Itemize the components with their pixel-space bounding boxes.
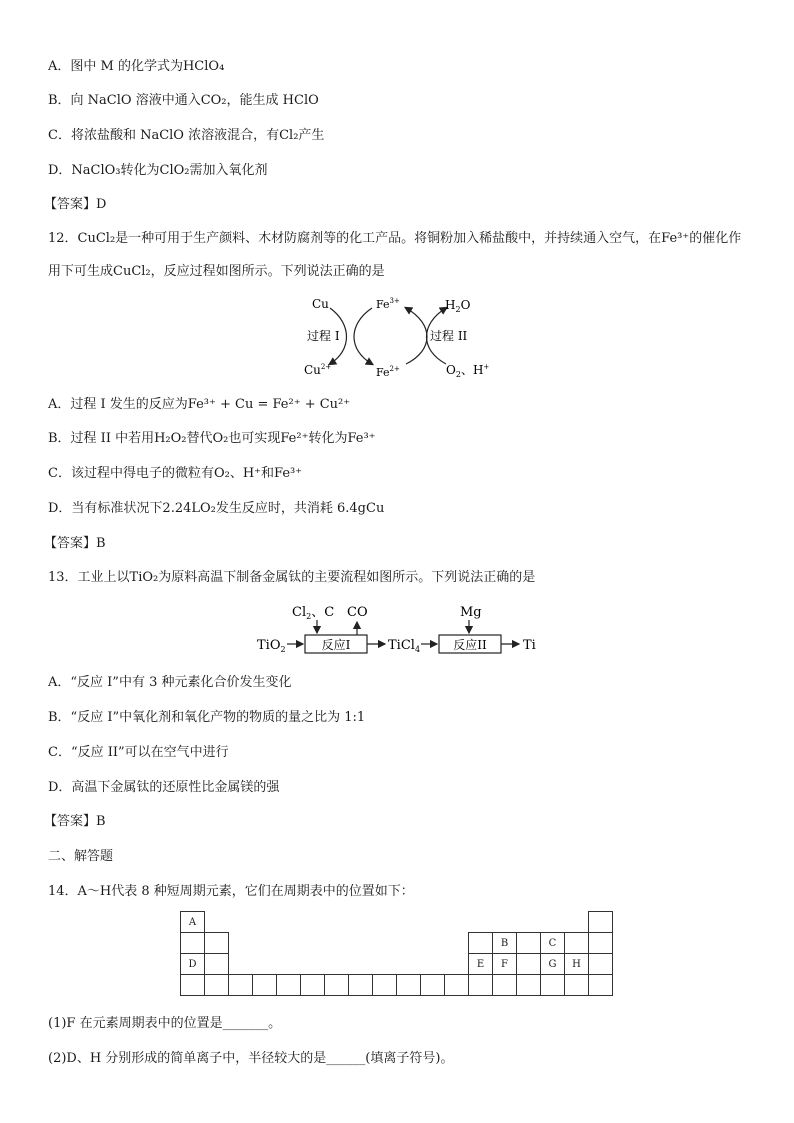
q14-sub-question-2: (2)D、H 分别形成的简单离子中，半径较大的是______(填离子符号)。 bbox=[48, 1051, 454, 1066]
cell-a: A bbox=[181, 912, 205, 933]
q14-sub-question-1: (1)F 在元素周期表中的位置是_______。 bbox=[48, 1016, 282, 1031]
cell-empty bbox=[397, 975, 421, 996]
cell-gap bbox=[541, 912, 565, 933]
section-2-heading: 二、解答题 bbox=[48, 849, 114, 864]
q13-label-cl-sub: 2 bbox=[306, 612, 312, 621]
q14-stem: 14．A～H代表 8 种短周期元素，它们在周期表中的位置如下： bbox=[48, 884, 414, 899]
cell-empty bbox=[205, 954, 229, 975]
q13-label-ticl4: TiCl bbox=[388, 638, 415, 653]
cell-empty bbox=[541, 975, 565, 996]
cell-gap bbox=[349, 954, 373, 975]
q13-reactor-2-label: 反应II bbox=[453, 638, 487, 652]
cell-empty bbox=[589, 933, 613, 954]
cell-gap bbox=[301, 933, 325, 954]
cell-empty bbox=[565, 933, 589, 954]
q12-label-h2o-2: 2 bbox=[455, 305, 461, 314]
cell-gap bbox=[349, 912, 373, 933]
q13-label-ti: Ti bbox=[523, 638, 536, 653]
cell-gap bbox=[325, 933, 349, 954]
cell-gap bbox=[277, 912, 301, 933]
q12-option-b: B．过程 II 中若用H₂O₂替代O₂也可实现Fe²⁺转化为Fe³⁺ bbox=[48, 431, 376, 446]
q12-label-o2-sep: 、H bbox=[460, 363, 484, 377]
q13-reactor-1-label: 反应I bbox=[321, 638, 351, 652]
svg-text:Fe2+ bbox=[376, 365, 400, 379]
cell-empty bbox=[445, 975, 469, 996]
q13-label-cl-rest: 、C bbox=[311, 605, 335, 620]
q13-option-a: A．“反应 I”中有 3 种元素化合价发生变化 bbox=[48, 675, 292, 690]
cell-empty bbox=[229, 975, 253, 996]
cell-empty bbox=[349, 975, 373, 996]
cell-gap bbox=[301, 912, 325, 933]
q12-option-a: A．过程 I 发生的反应为Fe³⁺ + Cu = Fe²⁺ + Cu²⁺ bbox=[48, 397, 351, 412]
q13-label-co: CO bbox=[347, 605, 368, 620]
q13-label-cl: Cl bbox=[292, 605, 307, 620]
cell-gap bbox=[229, 912, 253, 933]
cell-gap bbox=[325, 912, 349, 933]
cell-d: D bbox=[181, 954, 205, 975]
cell-gap bbox=[229, 954, 253, 975]
cell-empty bbox=[421, 975, 445, 996]
svg-text:TiCl4 bbox=[388, 638, 420, 654]
cell-gap bbox=[445, 912, 469, 933]
q12-stem: 12．CuCl₂是一种可用于生产颜料、木材防腐剂等的化工产品。将铜粉加入稀盐酸中，并持续通入空气，在Fe³⁺的催化作用下可生成CuCl₂，反应过程如图所示。下列说法正确的是 bbox=[48, 231, 742, 279]
q11-answer: 【答案】D bbox=[44, 197, 107, 212]
cell-empty bbox=[325, 975, 349, 996]
q13-label-tio2-sub: 2 bbox=[280, 645, 286, 654]
cell-gap bbox=[229, 933, 253, 954]
cell-gap bbox=[397, 912, 421, 933]
q12-label-fe3-charge: 3+ bbox=[389, 297, 400, 305]
q13-process-flow-diagram bbox=[255, 598, 545, 658]
periodic-table-row-2 bbox=[181, 933, 613, 954]
cell-gap bbox=[445, 954, 469, 975]
q13-label-ticl4-sub: 4 bbox=[414, 645, 421, 654]
cell-gap bbox=[373, 933, 397, 954]
cell-empty bbox=[565, 975, 589, 996]
q12-label-cu2: Cu bbox=[304, 363, 321, 377]
q12-reaction-cycle-diagram bbox=[290, 292, 510, 384]
cell-c: C bbox=[541, 933, 565, 954]
cell-gap bbox=[253, 954, 277, 975]
cell-empty bbox=[469, 975, 493, 996]
svg-text:H2O bbox=[445, 298, 471, 314]
q12-label-hplus: + bbox=[483, 363, 490, 371]
cell-empty bbox=[253, 975, 277, 996]
cell-empty bbox=[205, 933, 229, 954]
q12-label-process-2: 过程 II bbox=[430, 329, 468, 343]
cell-gap bbox=[397, 933, 421, 954]
cell-gap bbox=[277, 933, 301, 954]
q12-label-process-1: 过程 I bbox=[307, 329, 340, 343]
cell-empty bbox=[205, 975, 229, 996]
cell-gap bbox=[253, 933, 277, 954]
cell-gap bbox=[469, 912, 493, 933]
q12-arrow-fe2-to-fe3 bbox=[406, 308, 427, 364]
q11-option-b: B．向 NaClO 溶液中通入CO₂，能生成 HClO bbox=[48, 93, 319, 108]
q12-option-d: D．当有标准状况下2.24LO₂发生反应时，共消耗 6.4gCu bbox=[48, 501, 385, 516]
q11-option-c: C．将浓盐酸和 NaClO 浓溶液混合，有Cl₂产生 bbox=[48, 128, 325, 143]
q12-label-h2o-h: H bbox=[445, 298, 456, 312]
cell-gap bbox=[373, 912, 397, 933]
cell-gap bbox=[493, 912, 517, 933]
cell-empty bbox=[181, 975, 205, 996]
cell-empty bbox=[517, 975, 541, 996]
cell-empty bbox=[589, 954, 613, 975]
cell-empty bbox=[277, 975, 301, 996]
q13-stem: 13．工业上以TiO₂为原料高温下制备金属钛的主要流程如图所示。下列说法正确的是 bbox=[48, 570, 536, 585]
cell-empty bbox=[373, 975, 397, 996]
cell-gap bbox=[373, 954, 397, 975]
periodic-table-grid bbox=[180, 911, 613, 996]
q12-label-o2-2: 2 bbox=[455, 370, 461, 379]
q12-answer: 【答案】B bbox=[44, 536, 106, 551]
svg-text:Fe3+ bbox=[376, 297, 400, 311]
q12-option-c: C．该过程中得电子的微粒有O₂、H⁺和Fe³⁺ bbox=[48, 466, 303, 481]
q13-option-d: D．高温下金属钛的还原性比金属镁的强 bbox=[48, 780, 280, 795]
cell-gap bbox=[349, 933, 373, 954]
cell-gap bbox=[445, 933, 469, 954]
cell-empty bbox=[589, 912, 613, 933]
svg-text:TiO2 bbox=[257, 638, 286, 654]
q13-label-tio2: TiO bbox=[257, 638, 281, 653]
periodic-table-row-4 bbox=[181, 975, 613, 996]
cell-empty bbox=[517, 933, 541, 954]
q12-label-fe2: Fe bbox=[376, 366, 390, 379]
cell-gap bbox=[421, 933, 445, 954]
cell-b: B bbox=[493, 933, 517, 954]
cell-e: E bbox=[469, 954, 493, 975]
q13-answer: 【答案】B bbox=[44, 814, 106, 829]
q12-label-h2o-o: O bbox=[460, 298, 471, 312]
cell-empty bbox=[493, 975, 517, 996]
q12-label-o2-o: O bbox=[446, 363, 456, 377]
svg-text:Cl2、C bbox=[292, 605, 334, 621]
cell-gap bbox=[325, 954, 349, 975]
cell-empty bbox=[517, 954, 541, 975]
cell-gap bbox=[205, 912, 229, 933]
cell-empty bbox=[589, 975, 613, 996]
q12-label-fe3: Fe bbox=[376, 298, 390, 311]
q11-option-d: D．NaClO₃转化为ClO₂需加入氧化剂 bbox=[48, 163, 268, 178]
q12-label-fe2-charge: 2+ bbox=[389, 365, 400, 373]
svg-text:Cu2+ bbox=[304, 363, 331, 377]
q12-label-cu2-charge: 2+ bbox=[320, 363, 332, 371]
periodic-table-row-1 bbox=[181, 912, 613, 933]
cell-empty bbox=[469, 933, 493, 954]
cell-gap bbox=[517, 912, 541, 933]
cell-gap bbox=[253, 912, 277, 933]
cell-gap bbox=[565, 912, 589, 933]
cell-f: F bbox=[493, 954, 517, 975]
cell-empty bbox=[181, 933, 205, 954]
cell-gap bbox=[301, 954, 325, 975]
cell-g: G bbox=[541, 954, 565, 975]
cell-h: H bbox=[565, 954, 589, 975]
periodic-table-row-3 bbox=[181, 954, 613, 975]
svg-text:O2、H+ bbox=[446, 363, 489, 379]
q13-label-mg: Mg bbox=[460, 605, 482, 620]
cell-gap bbox=[277, 954, 301, 975]
q11-option-a: A．图中 M 的化学式为HClO₄ bbox=[48, 59, 225, 74]
cell-gap bbox=[421, 954, 445, 975]
q13-option-b: B．“反应 I”中氧化剂和氧化产物的物质的量之比为 1:1 bbox=[48, 710, 366, 725]
q12-arrow-fe3-to-fe2 bbox=[354, 308, 372, 364]
cell-gap bbox=[421, 912, 445, 933]
cell-empty bbox=[301, 975, 325, 996]
q13-option-c: C．“反应 II”可以在空气中进行 bbox=[48, 745, 229, 760]
cell-gap bbox=[397, 954, 421, 975]
q12-label-cu: Cu bbox=[312, 297, 329, 311]
